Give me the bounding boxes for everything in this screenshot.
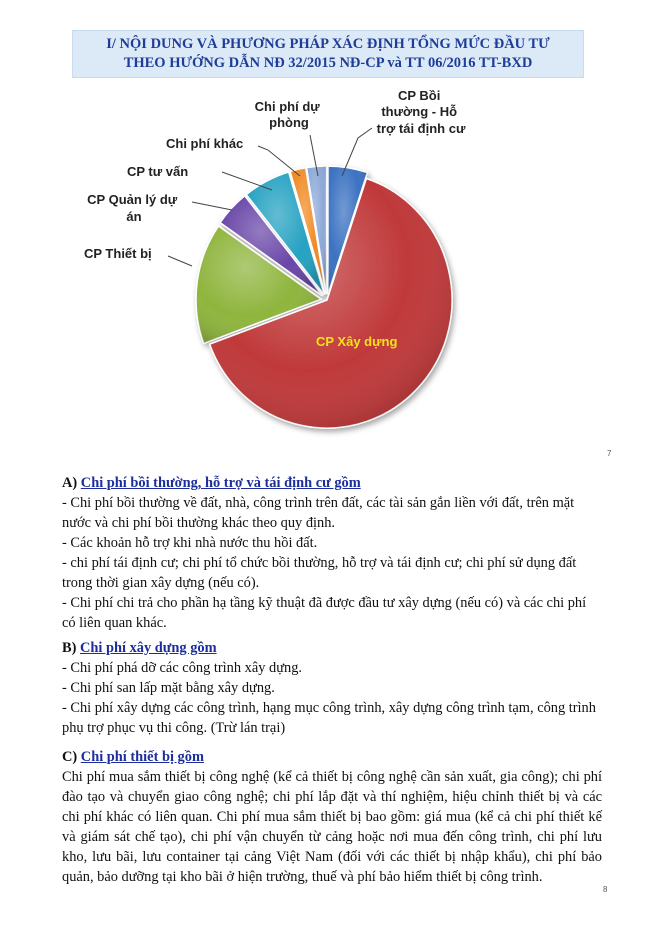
section-b-line-1: - Chi phí phá dỡ các công trình xây dựng.	[62, 660, 303, 676]
label-qlda-1: CP Quản lý dự	[87, 192, 178, 207]
section-b-line-2: - Chi phí san lấp mặt bằng xây dựng.	[62, 680, 275, 696]
leader-tu-van	[222, 172, 272, 190]
section-b-prefix: B)	[62, 640, 80, 656]
section-c-heading	[62, 747, 602, 767]
title-banner	[72, 30, 584, 78]
section-a-line-4: - Chi phí chi trả cho phần hạ tầng kỹ thuật đã được đầu tư xây dựng (nếu có) và các chi phí có liên quan khác.	[62, 595, 587, 631]
section-c-title: Chi phí thiết bị gồm	[80, 749, 204, 765]
section-c-paragraph: Chi phí mua sắm thiết bị công nghệ (kể cả thiết bị công nghệ cần sản xuất, gia công); chi phí đào tạo và chuyển giao công nghệ; chi phí lắp đặt và thí nghiệm, hiệu chỉnh thiết bị và các chi phí khác có liên quan. Chi phí mua sắm thiết bị bao gồm: giá mua (kể cả chi phí thiết kế và giám sát chế tạo), chi phí vận chuyển từ cảng hoặc nơi mua đến công trình, chi phí lưu kho, lưu bãi, lưu container tại cảng Việt Nam (đối với các thiết bị nhập khẩu), chi phí bảo quản, bảo dưỡng tại kho bãi ở hiện trường, thuế và phí bảo hiểm thiết bị công trình.	[62, 769, 602, 885]
section-a-line-2: - Các khoản hỗ trợ khi nhà nước thu hồi đất.	[62, 535, 318, 551]
label-qlda	[87, 192, 181, 224]
section-a-line-3: - chi phí tái định cư; chi phí tổ chức bồi thường, hỗ trợ và tái định cư; chi phí sử dụng đất trong thời gian xây dựng (nếu có).	[62, 555, 577, 591]
section-a-prefix: A)	[62, 475, 81, 491]
title-line-1: I/ NỘI DUNG VÀ PHƯƠNG PHÁP XÁC ĐỊNH TỔNG MỨC ĐẦU TƯ	[106, 36, 550, 52]
page-number-8: 8	[603, 885, 608, 894]
label-khac: Chi phí khác	[166, 136, 244, 151]
leader-qlda	[192, 202, 232, 210]
section-c	[62, 747, 602, 887]
section-a-line-1: - Chi phí bồi thường về đất, nhà, công trình trên đất, các tài sản gắn liền với đất, trên mặt nước và chi phí bồi thường khác theo quy định.	[62, 495, 575, 531]
label-tu-van: CP tư vấn	[127, 164, 189, 179]
pie-chart	[0, 80, 657, 460]
section-b-title: Chi phí xây dựng gồm	[80, 640, 217, 656]
section-a-heading	[62, 473, 602, 493]
page-number-7: 7	[607, 449, 612, 458]
section-c-prefix: C)	[62, 749, 81, 765]
label-boi-thuong	[377, 88, 466, 136]
label-xay-dung: CP Xây dựng	[316, 334, 398, 349]
section-b-heading	[62, 638, 602, 658]
section-a-title: Chi phí bồi thường, hỗ trợ và tái định cư gồm	[80, 475, 361, 491]
label-du-phong-2: phòng	[269, 115, 309, 130]
label-du-phong-1: Chi phí dự	[254, 99, 320, 114]
section-b-line-3: - Chi phí xây dựng các công trình, hạng mục công trình, xây dựng công trình tạm, công trình phụ trợ phục vụ thi công. (Trừ lán trại)	[62, 700, 596, 736]
section-a	[62, 473, 602, 633]
label-qlda-2: án	[126, 209, 142, 224]
leader-thiet-bi	[168, 256, 192, 266]
label-du-phong	[255, 99, 324, 130]
label-boi-thuong-3: trợ tái định cư	[376, 121, 466, 136]
label-boi-thuong-2: thường - Hỗ	[381, 104, 458, 119]
label-boi-thuong-1: CP Bồi	[397, 88, 441, 103]
leader-khac	[258, 146, 300, 176]
title-line-2: THEO HƯỚNG DẪN NĐ 32/2015 NĐ-CP và TT 06/2016 TT-BXD	[123, 55, 533, 71]
section-b	[62, 638, 602, 738]
label-thiet-bi: CP Thiết bị	[84, 246, 152, 261]
